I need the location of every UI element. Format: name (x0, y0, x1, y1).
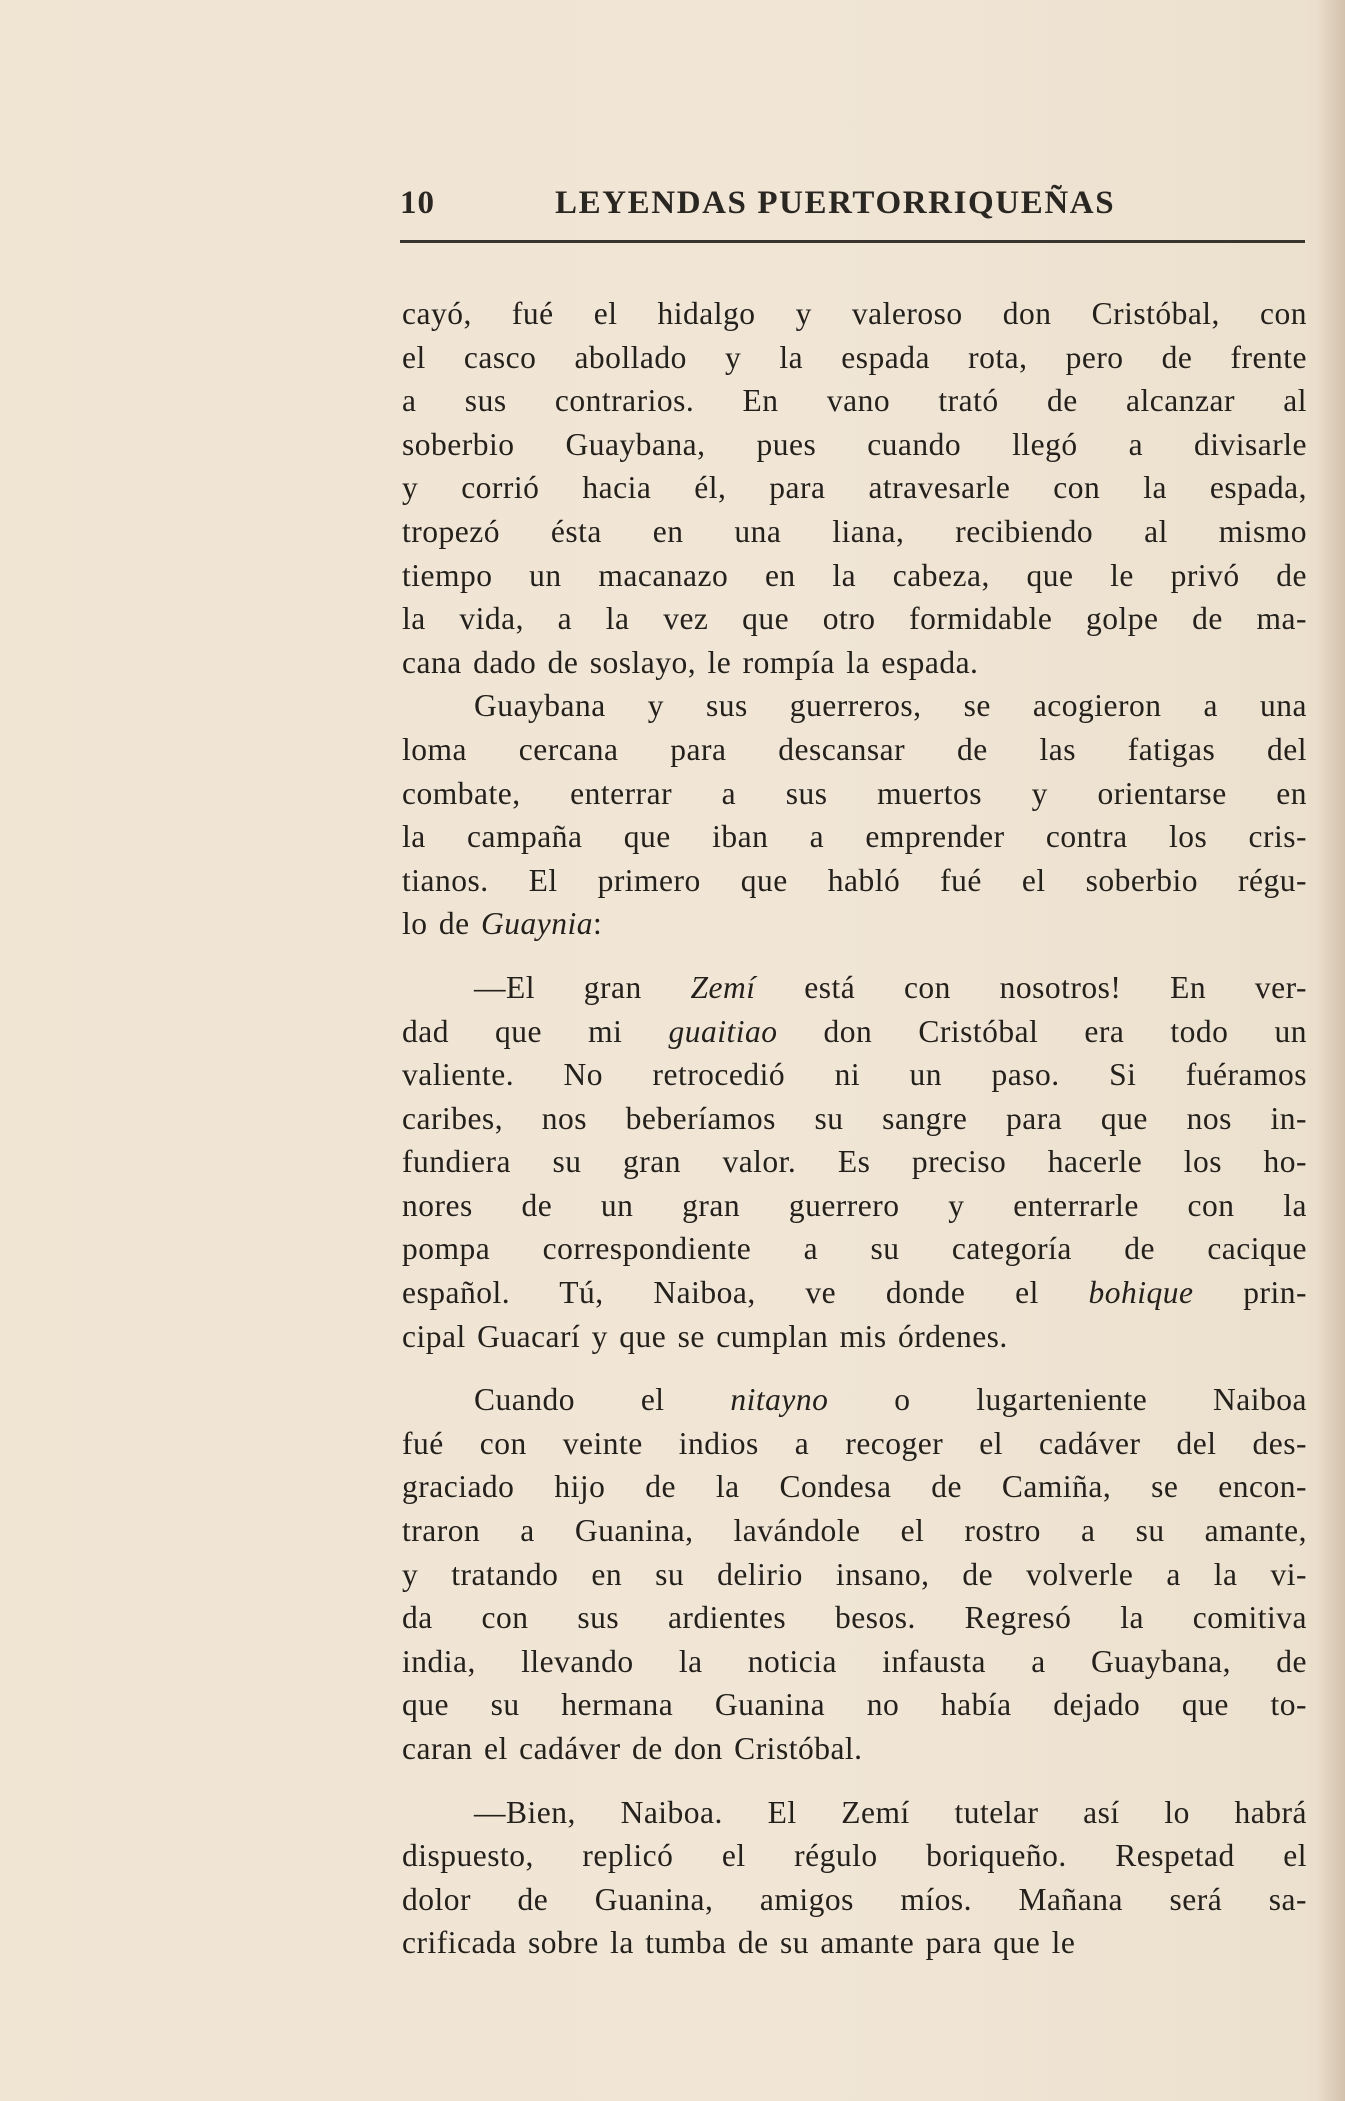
body-text (402, 292, 1307, 1965)
paragraph (402, 1791, 1307, 1965)
paragraph (402, 684, 1307, 946)
text-line: fundiera su gran valor. Es preciso hacerle los ho- (402, 1144, 1307, 1180)
italic-term: bohique (1088, 1275, 1194, 1311)
italic-term: guaitiao (668, 1013, 778, 1049)
text-line: india, llevando la noticia infausta a Guaybana, de (402, 1643, 1307, 1679)
text-line: a sus contrarios. En vano trató de alcanzar al (402, 383, 1307, 419)
text-line: Cuando el nitayno o lugarteniente Naiboa (474, 1382, 1307, 1418)
page-number: 10 (400, 185, 435, 221)
italic-term: Zemí (690, 969, 756, 1005)
text-line: lo de Guaynia: (402, 906, 603, 942)
text-line: cana dado de soslayo, le rompía la espada. (402, 644, 979, 680)
italic-term: Guaynia (480, 906, 593, 942)
text-line: cipal Guacarí y que se cumplan mis órdenes. (402, 1318, 1008, 1354)
text-line: tiempo un macanazo en la cabeza, que le privó de (402, 557, 1307, 593)
text-line: la vida, a la vez que otro formidable golpe de ma- (402, 601, 1307, 637)
text-line: crificada sobre la tumba de su amante para que le (402, 1925, 1076, 1961)
text-line: la campaña que iban a emprender contra los cris- (402, 819, 1307, 855)
running-header (400, 185, 1310, 233)
text-line: —Bien, Naiboa. El Zemí tutelar así lo habrá (474, 1794, 1307, 1830)
text-line: loma cercana para descansar de las fatigas del (402, 731, 1307, 767)
text-line: español. Tú, Naiboa, ve donde el bohique prin- (402, 1275, 1307, 1311)
text-line: y corrió hacia él, para atravesarle con la espada, (402, 470, 1307, 506)
paragraph (402, 966, 1307, 1358)
text-line: graciado hijo de la Condesa de Camiña, se encon- (402, 1469, 1307, 1505)
running-title: LEYENDAS PUERTORRIQUEÑAS (555, 185, 1116, 221)
text-line: caribes, nos beberíamos su sangre para que nos in- (402, 1100, 1307, 1136)
text-line: Guaybana y sus guerreros, se acogieron a una (474, 688, 1307, 724)
italic-term: nitayno (730, 1382, 829, 1418)
text-line: —El gran Zemí está con nosotros! En ver- (474, 969, 1307, 1005)
paragraph (402, 292, 1307, 684)
text-line: valiente. No retrocedió ni un paso. Si fuéramos (402, 1057, 1307, 1093)
text-line: combate, enterrar a sus muertos y orientarse en (402, 775, 1307, 811)
text-line: caran el cadáver de don Cristóbal. (402, 1731, 863, 1766)
text-line: que su hermana Guanina no había dejado que to- (402, 1687, 1307, 1723)
text-line: el casco abollado y la espada rota, pero de frente (402, 339, 1307, 375)
text-line: dad que mi guaitiao don Cristóbal era todo un (402, 1013, 1308, 1049)
text-line: tropezó ésta en una liana, recibiendo al mismo (402, 513, 1307, 549)
text-line: soberbio Guaybana, pues cuando llegó a divisarle (402, 426, 1307, 462)
text-line: da con sus ardientes besos. Regresó la comitiva (402, 1600, 1307, 1636)
text-line: fué con veinte indios a recoger el cadáver del des- (402, 1425, 1307, 1461)
text-line: tianos. El primero que habló fué el soberbio régu- (402, 862, 1307, 898)
page-edge-shadow (1317, 0, 1345, 2101)
text-line: dolor de Guanina, amigos míos. Mañana será sa- (402, 1881, 1307, 1917)
header-rule (400, 240, 1305, 243)
text-line: dispuesto, replicó el régulo boriqueño. Respetad el (402, 1838, 1307, 1874)
text-line: nores de un gran guerrero y enterrarle con la (402, 1187, 1307, 1223)
text-line: cayó, fué el hidalgo y valeroso don Cristóbal, con (402, 296, 1307, 331)
text-line: y tratando en su delirio insano, de volverle a la vi- (402, 1556, 1307, 1592)
text-line: pompa correspondiente a su categoría de cacique (402, 1231, 1307, 1267)
paragraph (402, 1378, 1307, 1770)
text-line: traron a Guanina, lavándole el rostro a su amante, (402, 1513, 1307, 1549)
